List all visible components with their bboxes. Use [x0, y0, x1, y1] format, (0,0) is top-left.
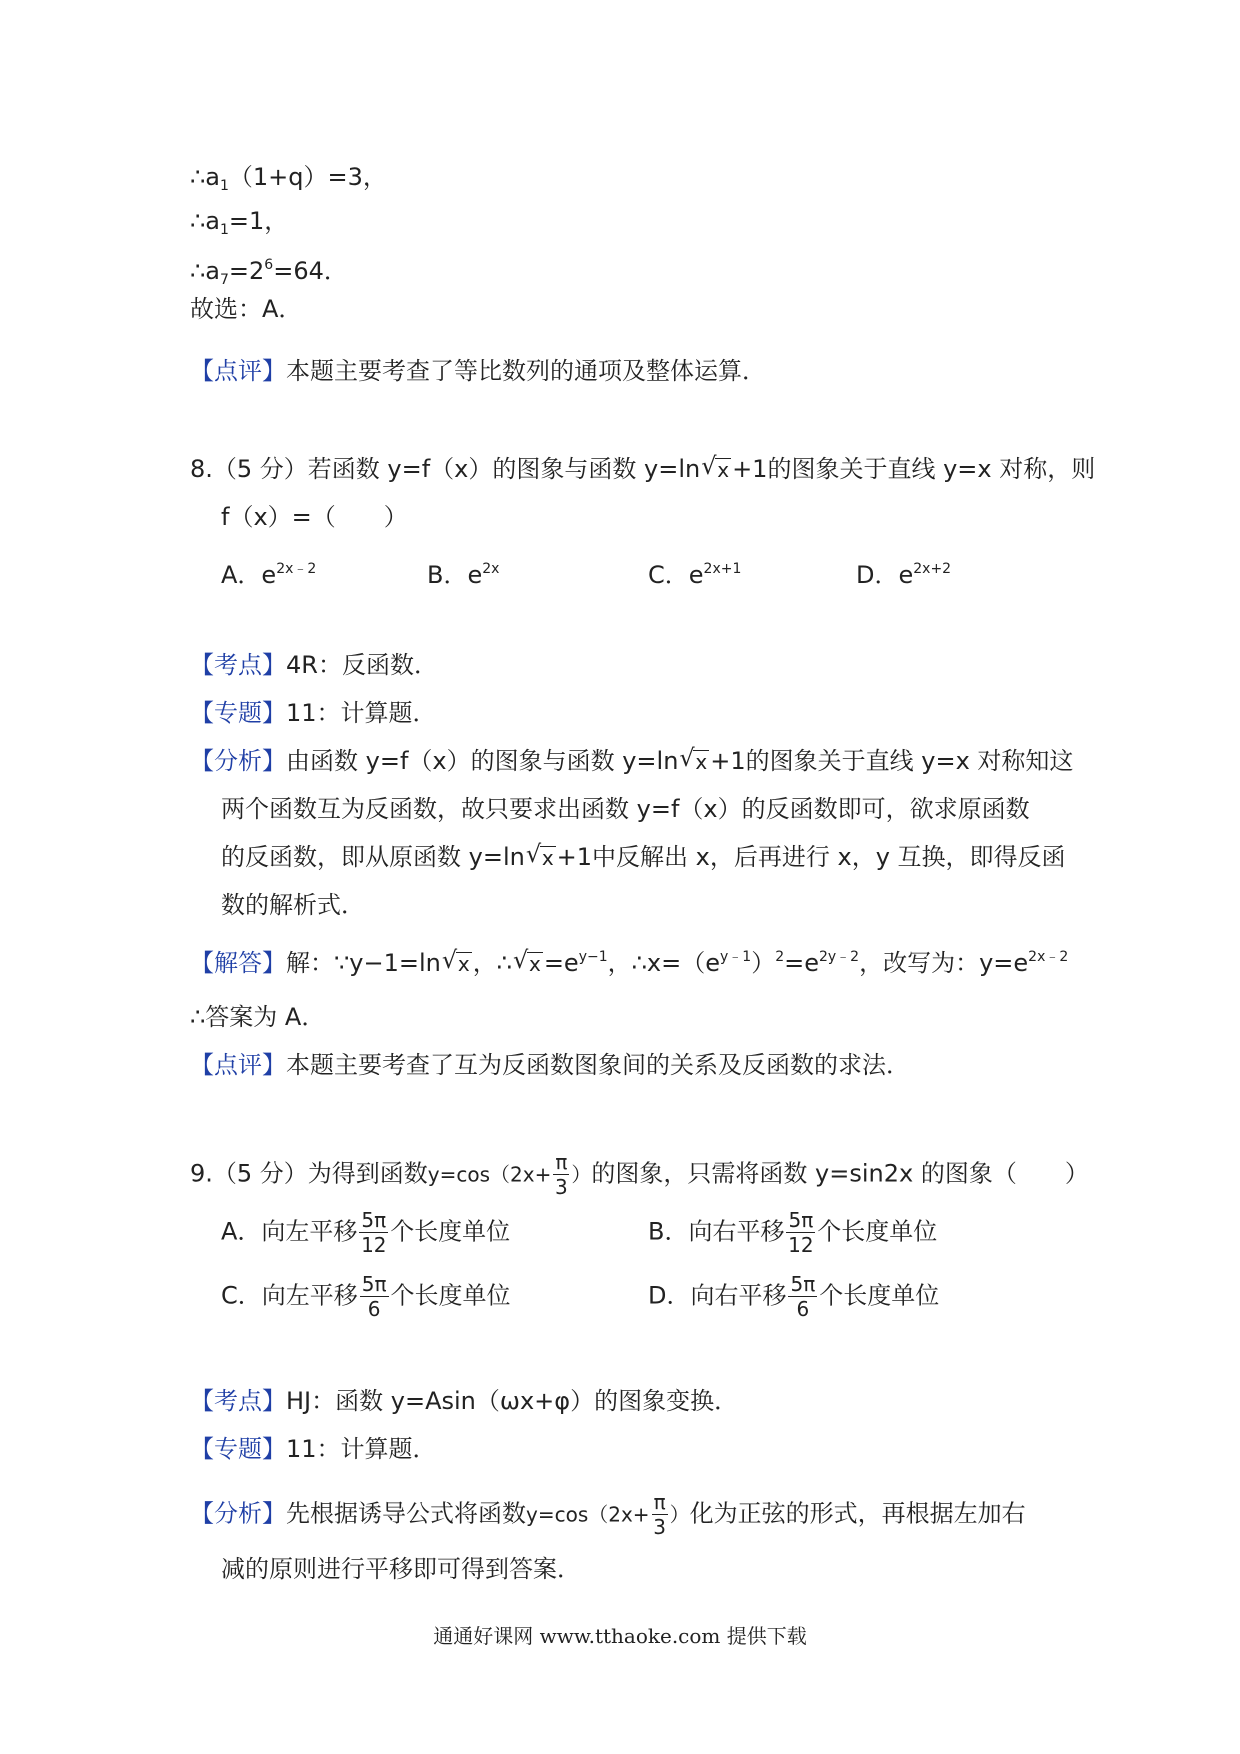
q8-jieda: 【解答】解：∵y−1=ln √ x ，∴ √ $x =e^{y-1}$，$\therefore x=(e^{y﹣1})^2=e^{2y﹣2}$，改写为：$y=e^{2x﹣2}$ [190, 940, 1068, 980]
q8-kaodian: 【考点】4R：反函数． [190, 651, 438, 679]
q9-option-a: A．向左平移 $\frac{5\pi}{12}$ 个长度单位 [221, 1208, 511, 1257]
sqrt-symbol: √ x [512, 946, 541, 976]
q8-stem-line2: f（x）=（ ） [221, 503, 408, 531]
q9-option-c: C．向左平移 $\frac{5\pi}{6}$ 个长度单位 [221, 1272, 511, 1321]
q8-option-a: A．$e^{2x﹣2}$ [221, 561, 317, 589]
q8-fenxi: 【分析】由函数 y=f（x）的图象与函数 y=ln √ x +1的图象关于直线 y=x 对称知这 [190, 744, 1073, 778]
q9-fenxi: 【分析】先根据诱导公式将函数y=cos（2x+ $\frac{\pi}{3}$ ）化为正弦的形式，再根据左加右 [190, 1490, 1026, 1539]
q8-fenxi-line4: 数的解析式． [221, 891, 365, 919]
q8-fenxi-line2: 两个函数互为反函数，故只要求出函数 y=f（x）的反函数即可，欲求原函数 [221, 795, 1030, 823]
fraction: $\frac{5\pi}{12}$ [361, 1208, 387, 1257]
solution-line: $\therefore a_1(1+q)=3$， [190, 163, 387, 194]
q8-answer: ∴答案为 A． [190, 1003, 326, 1031]
page-footer: 通通好课网 www.tthaoke.com 提供下载 [433, 1624, 807, 1648]
solution-line: $\therefore a_1=1$， [190, 207, 289, 238]
fraction: $\frac{5\pi}{6}$ [361, 1272, 387, 1321]
sqrt-symbol: √ x [441, 946, 470, 976]
fraction: $\frac{\pi}{3}$ [653, 1490, 666, 1539]
q9-kaodian: 【考点】HJ：函数 y=Asin（ωx+φ）的图象变换． [190, 1387, 739, 1415]
q9-zhuanti: 【专题】11：计算题． [190, 1435, 437, 1463]
q9-fenxi-line2: 减的原则进行平移即可得到答案． [221, 1555, 581, 1583]
q9-option-d: D．向右平移 $\frac{5\pi}{6}$ 个长度单位 [648, 1272, 940, 1321]
q8-option-c: C．$e^{2x+1}$ [648, 561, 742, 589]
q8-zhuanti: 【专题】11：计算题． [190, 699, 437, 727]
q9-stem: 9.（5 分）为得到函数y=cos（2x+ $\frac{\pi}{3}$ ）的图象，只需将函数 y=sin2x 的图象（ ） [190, 1150, 1089, 1199]
choice-line: 故选：A． [190, 295, 303, 323]
fraction: $\frac{5\pi}{6}$ [790, 1272, 816, 1321]
q8-fenxi-line3: 的反函数，即从原函数 y=ln √ x +1中反解出 x，后再进行 x，y 互换，即得反函 [221, 840, 1066, 874]
review-line: 【点评】本题主要考查了等比数列的通项及整体运算． [190, 357, 766, 385]
q8-review: 【点评】本题主要考查了互为反函数图象间的关系及反函数的求法． [190, 1051, 910, 1079]
fraction: $\frac{\pi}{3}$ [555, 1150, 568, 1199]
sqrt-symbol: √ x [679, 744, 708, 774]
q8-option-b: B．$e^{2x}$ [427, 561, 500, 589]
fraction: $\frac{5\pi}{12}$ [788, 1208, 814, 1257]
q8-stem: 8.（5 分）若函数 y=f（x）的图象与函数 y=ln √ x +1的图象关于直线 y=x 对称，则 [190, 452, 1095, 486]
q9-option-b: B．向右平移 $\frac{5\pi}{12}$ 个长度单位 [648, 1208, 938, 1257]
sqrt-symbol: √ x [701, 452, 730, 482]
solution-line: $\therefore a_7=2^6=64$． [190, 257, 348, 288]
q8-option-d: D．$e^{2x+2}$ [856, 561, 952, 589]
sqrt-symbol: √ x [525, 840, 554, 870]
